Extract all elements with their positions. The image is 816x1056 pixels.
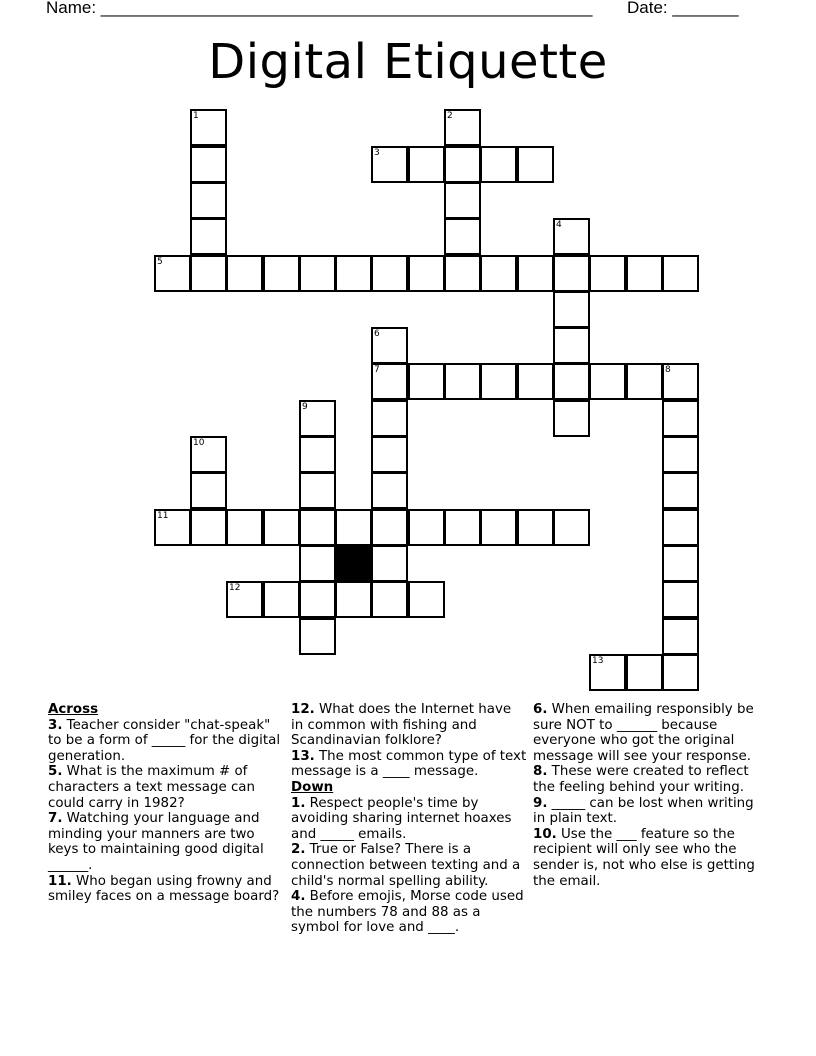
- crossword-cell[interactable]: [662, 255, 699, 292]
- crossword-cell[interactable]: [371, 472, 408, 509]
- crossword-cell[interactable]: [517, 146, 554, 183]
- crossword-cell[interactable]: [480, 509, 517, 546]
- crossword-cell[interactable]: [589, 363, 626, 400]
- clue-number: 6: [374, 329, 380, 339]
- crossword-cell[interactable]: [480, 146, 517, 183]
- clue-number-label: 12.: [291, 702, 315, 717]
- clues-column-3: [533, 702, 769, 889]
- crossword-cell[interactable]: [263, 581, 300, 618]
- clue-number: 2: [447, 111, 453, 121]
- crossword-cell[interactable]: [444, 509, 481, 546]
- crossword-cell[interactable]: [190, 146, 227, 183]
- crossword-cell[interactable]: [408, 581, 445, 618]
- crossword-cell[interactable]: [553, 400, 590, 437]
- crossword-cell[interactable]: [190, 472, 227, 509]
- crossword-cell[interactable]: [553, 327, 590, 364]
- clue-item: [48, 764, 284, 811]
- clue-text: Use the ___ feature so the recipient will only see who the sender is, not who else is getting the email.: [533, 826, 755, 889]
- black-cell: [335, 545, 372, 582]
- crossword-cell[interactable]: [662, 400, 699, 437]
- clue-item: [48, 874, 284, 905]
- clue-number-label: 11.: [48, 873, 72, 889]
- crossword-cell[interactable]: [226, 509, 263, 546]
- crossword-cell[interactable]: [371, 400, 408, 437]
- clue-item: [291, 842, 527, 889]
- crossword-cell[interactable]: [190, 509, 227, 546]
- crossword-cell[interactable]: [517, 255, 554, 292]
- crossword-cell[interactable]: [589, 255, 626, 292]
- crossword-cell[interactable]: [299, 581, 336, 618]
- crossword-cell[interactable]: [226, 581, 263, 618]
- crossword-cell[interactable]: [662, 472, 699, 509]
- crossword-cell[interactable]: [190, 109, 227, 146]
- clue-number-label: 6.: [533, 702, 548, 717]
- clue-text: Respect people's time by avoiding sharing internet hoaxes and _____ emails.: [291, 795, 512, 842]
- across-heading: Across: [48, 702, 99, 717]
- clue-number: 3: [374, 148, 380, 158]
- clue-number-label: 5.: [48, 764, 63, 780]
- clue-number: 10: [193, 438, 205, 448]
- clue-text: What does the Internet have in common with fishing and Scandinavian folklore?: [291, 702, 512, 749]
- clue-number-label: 1.: [291, 795, 306, 811]
- clue-item: [48, 811, 284, 873]
- crossword-cell[interactable]: [263, 255, 300, 292]
- clue-number-label: 7.: [48, 811, 63, 827]
- crossword-cell[interactable]: [553, 218, 590, 255]
- crossword-cell[interactable]: [408, 509, 445, 546]
- crossword-cell[interactable]: [444, 363, 481, 400]
- crossword-cell[interactable]: [626, 654, 663, 691]
- crossword-cell[interactable]: [335, 255, 372, 292]
- crossword-cell[interactable]: [626, 255, 663, 292]
- crossword-cell[interactable]: [553, 363, 590, 400]
- crossword-cell[interactable]: [408, 255, 445, 292]
- crossword-cell[interactable]: [408, 363, 445, 400]
- clue-number: 1: [193, 111, 199, 121]
- crossword-cell[interactable]: [408, 146, 445, 183]
- crossword-cell[interactable]: [444, 218, 481, 255]
- clues-column-2: [291, 702, 527, 936]
- clue-text: What is the maximum # of characters a text message can could carry in 1982?: [48, 764, 255, 811]
- crossword-cell[interactable]: [371, 363, 408, 400]
- name-field-label: Name: ____________________________________________________: [46, 0, 593, 17]
- crossword-cell[interactable]: [553, 255, 590, 292]
- crossword-cell[interactable]: [154, 255, 191, 292]
- clue-text: True or False? There is a connection between texting and a child's normal spelling ability.: [291, 842, 521, 889]
- crossword-cell[interactable]: [263, 509, 300, 546]
- clue-text: The most common type of text message is a ____ message.: [291, 748, 527, 780]
- clue-item: [533, 796, 769, 827]
- clue-number: 12: [229, 583, 241, 593]
- clue-number-label: 13.: [291, 748, 315, 764]
- clue-item: [533, 827, 769, 889]
- clue-number: 8: [665, 365, 671, 375]
- crossword-cell[interactable]: [444, 255, 481, 292]
- crossword-cell[interactable]: [517, 509, 554, 546]
- clue-text: When emailing responsibly be sure NOT to ______ because everyone who got the original message will see your response.: [533, 702, 754, 764]
- clue-text: Who began using frowny and smiley faces on a message board?: [48, 873, 280, 905]
- crossword-cell[interactable]: [517, 363, 554, 400]
- crossword-cell[interactable]: [480, 363, 517, 400]
- crossword-cell[interactable]: [444, 182, 481, 219]
- crossword-cell[interactable]: [371, 255, 408, 292]
- clue-item: [291, 889, 527, 936]
- clue-number: 5: [157, 257, 163, 267]
- crossword-cell[interactable]: [299, 509, 336, 546]
- crossword-cell[interactable]: [299, 255, 336, 292]
- clue-item: [291, 796, 527, 843]
- clue-number: 4: [556, 220, 562, 230]
- clue-item: [48, 718, 284, 765]
- crossword-cell[interactable]: [662, 618, 699, 655]
- clue-text: These were created to reflect the feeling behind your writing.: [533, 764, 749, 795]
- clue-number-label: 9.: [533, 795, 548, 811]
- crossword-cell[interactable]: [226, 255, 263, 292]
- crossword-cell[interactable]: [335, 509, 372, 546]
- crossword-cell[interactable]: [589, 654, 626, 691]
- page-title: Digital Etiquette: [208, 34, 608, 90]
- clue-text: Before emojis, Morse code used the numbers 78 and 88 as a symbol for love and ____.: [291, 889, 524, 936]
- crossword-cell[interactable]: [299, 400, 336, 437]
- clue-number: 11: [157, 511, 169, 521]
- crossword-cell[interactable]: [190, 436, 227, 473]
- crossword-cell[interactable]: [335, 581, 372, 618]
- clue-number-label: 8.: [533, 764, 548, 780]
- clue-text: Watching your language and minding your manners are two keys to maintaining good digital ______.: [48, 811, 264, 873]
- crossword-cell[interactable]: [190, 218, 227, 255]
- crossword-cell[interactable]: [299, 545, 336, 582]
- clue-number-label: 3.: [48, 717, 63, 733]
- crossword-cell[interactable]: [662, 509, 699, 546]
- crossword-cell[interactable]: [154, 509, 191, 546]
- crossword-cell[interactable]: [662, 363, 699, 400]
- clue-number-label: 2.: [291, 842, 306, 858]
- clue-number-label: 10.: [533, 826, 557, 842]
- clue-text: _____ can be lost when writing in plain text.: [533, 795, 754, 827]
- crossword-cell[interactable]: [190, 182, 227, 219]
- crossword-cell[interactable]: [371, 545, 408, 582]
- down-heading: Down: [291, 779, 334, 795]
- crossword-cell[interactable]: [299, 472, 336, 509]
- crossword-cell[interactable]: [662, 545, 699, 582]
- crossword-cell[interactable]: [662, 654, 699, 691]
- clue-item: [533, 764, 769, 795]
- clues-column-1: [48, 702, 284, 905]
- crossword-cell[interactable]: [662, 581, 699, 618]
- crossword-cell[interactable]: [371, 581, 408, 618]
- clue-item: [291, 702, 527, 749]
- clue-item: [291, 749, 527, 780]
- clue-text: Teacher consider "chat-speak" to be a form of _____ for the digital generation.: [48, 717, 281, 764]
- crossword-cell[interactable]: [444, 109, 481, 146]
- clue-item: [533, 702, 769, 764]
- clue-number-label: 4.: [291, 889, 306, 905]
- crossword-cell[interactable]: [553, 291, 590, 328]
- crossword-cell[interactable]: [480, 255, 517, 292]
- date-field-label: Date: _______: [627, 0, 739, 17]
- crossword-cell[interactable]: [444, 146, 481, 183]
- crossword-cell[interactable]: [626, 363, 663, 400]
- crossword-cell[interactable]: [371, 509, 408, 546]
- crossword-cell[interactable]: [371, 327, 408, 364]
- crossword-cell[interactable]: [299, 618, 336, 655]
- clue-number: 13: [592, 656, 604, 666]
- crossword-cell[interactable]: [371, 146, 408, 183]
- crossword-cell[interactable]: [190, 255, 227, 292]
- clue-number: 9: [302, 402, 308, 412]
- crossword-cell[interactable]: [371, 436, 408, 473]
- crossword-cell[interactable]: [299, 436, 336, 473]
- crossword-cell[interactable]: [662, 436, 699, 473]
- clue-number: 7: [374, 365, 380, 375]
- crossword-cell[interactable]: [553, 509, 590, 546]
